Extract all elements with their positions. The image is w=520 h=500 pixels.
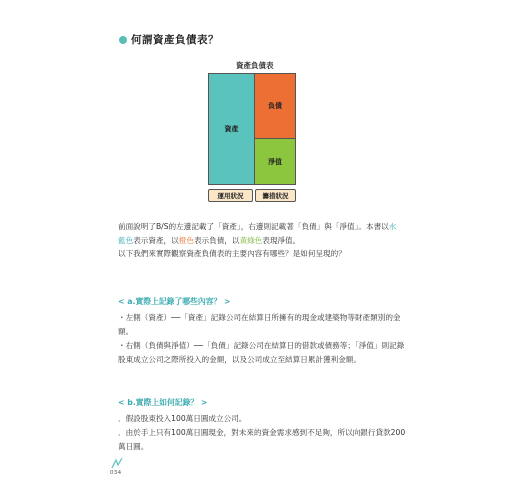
intro-paragraph-1 [118,220,403,247]
page-decoration-icon [110,456,124,470]
section-b-line-1: ．假設股東投入100萬日圓成立公司。 [118,414,247,423]
balance-sheet-diagram [208,73,296,185]
heading-text: 何謂資產負債表？ [131,34,219,46]
section-b-body [118,412,408,454]
section-b-line-2: ．由於手上只有100萬日圓現金，對未來的資金需求感到不足夠，所以向銀行貸款200萬日圓。 [118,428,406,451]
right-column [255,74,295,184]
liabilities-block [255,74,295,139]
intro-text-part: 前面說明了B/S的左邊記載了「資產」，右邊則記載著「負債」與「淨值」。本書以 [118,222,389,231]
liabilities-label: 負債 [268,102,282,110]
orange-color-term: 橙色 [178,235,194,245]
intro-text-part: 表現淨值。 [262,235,301,245]
section-heading [119,32,219,47]
section-a-line-1: ・左側（資產）──「資產」記錄公司在結算日所擁有的現金或建築物等財產類別的金額。 [118,313,401,336]
green-color-term: 黃綠色 [239,235,263,245]
equity-block [255,139,295,184]
intro-text-part: 表示負債，以 [193,235,240,245]
equity-label: 淨值 [268,157,282,166]
assets-label: 資產 [224,125,239,133]
intro-text-part: 表示資產，以 [133,235,179,245]
section-a-body [118,311,408,367]
intro-text [118,220,403,261]
assets-block [209,74,255,184]
intro-paragraph-2: 以下我們來實際觀察資產負債表的主要內容有哪些？是如何呈現的？ [118,249,346,259]
section-a-title: < a.實際上記錄了哪些內容？ > [118,297,231,306]
diagram-title: 資產負債表 [236,61,274,70]
usage-status-tag: 運用狀況 [208,189,253,202]
page-number: 034 [110,470,122,476]
section-a-line-2: ・右側（負債與淨值）──「負債」記錄公司在結算日的借款或債務等；「淨值」則記錄股東成立公司之際所投入的金額，以及公司成立至結算日累計獲利金額。 [118,341,405,364]
blue-color-term: 水藍色 [118,222,397,245]
funding-status-tag: 籌措狀況 [255,189,296,202]
bullet-dot-icon [119,36,127,44]
section-b-title: < b.實際上如何記錄？ > [118,398,208,407]
